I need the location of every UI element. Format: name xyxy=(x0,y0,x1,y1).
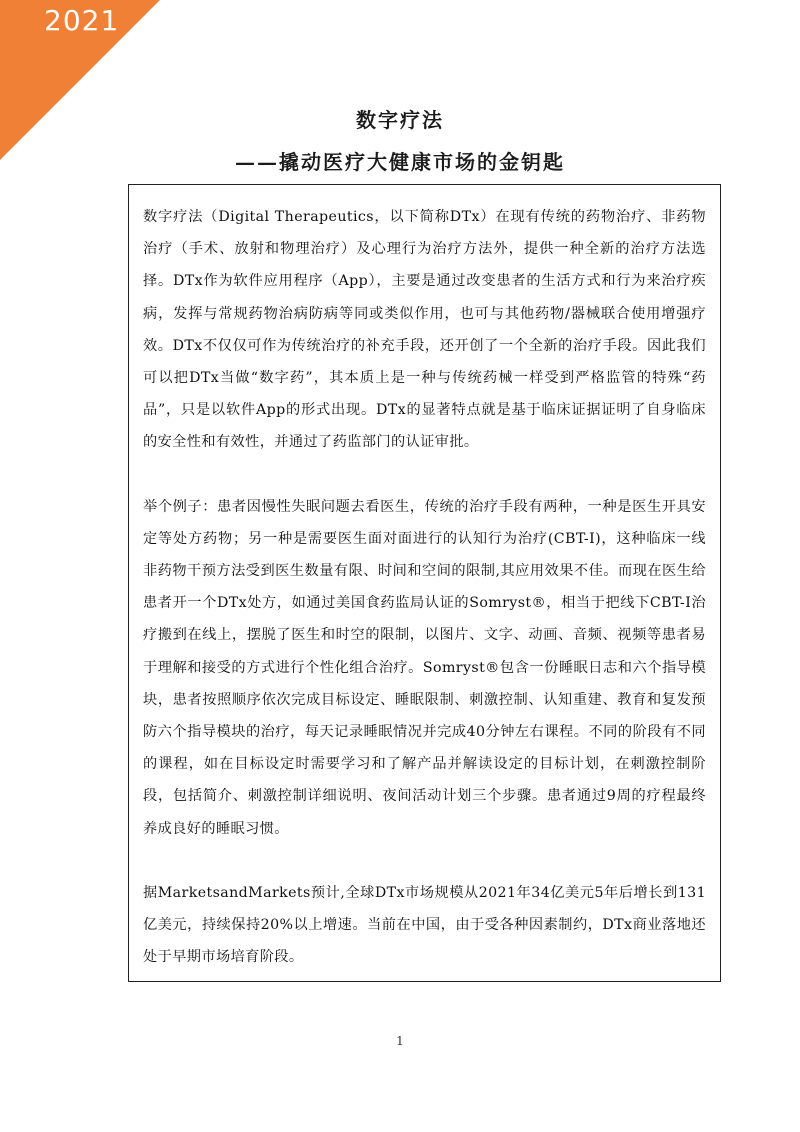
document-subtitle: ——撬动医疗大健康市场的金钥匙 xyxy=(235,150,565,174)
document-title: 数字疗法 xyxy=(356,108,444,132)
paragraph-market: 据MarketsandMarkets预计,全球DTx市场规模从2021年34亿美元5年后增长到131亿美元，持续保持20%以上增速。当前在中国，由于受各种因素制约，DTx商业落地还处于早期市场培育阶段。 xyxy=(143,884,706,966)
corner-banner xyxy=(0,0,160,160)
paragraph-example: 举个例子：患者因慢性失眠问题去看医生，传统的治疗手段有两种，一种是医生开具安定等处方药物；另一种是需要医生面对面进行的认知行为治疗(CBT-I)，这种临床一线非药物干预方法受到医生数量有限、时间和空间的限制,其应用效果不佳。而现在医生给患者开一个DTx处方，如通过美国食药监局认证的Somryst®，相当于把线下CBT-I治疗搬到在线上，摆脱了医生和时空的限制，以图片、文字、动画、音频、视频等患者易于理解和接受的方式进行个性化组合治疗。Somryst®包含一份睡眠日志和六个指导模块，患者按照顺序依次完成目标设定、睡眠限制、刺激控制、认知重建、教育和复发预防六个指导模块的治疗，每天记录睡眠情况并完成40分钟左右课程。不同的阶段有不同的课程，如在目标设定时需要学习和了解产品并解读设定的目标计划，在刺激控制阶段，包括简介、刺激控制详细说明、夜间活动计划三个步骤。患者通过9周的疗程最终养成良好的睡眠习惯。 xyxy=(143,498,706,837)
paragraph-definition: 数字疗法（Digital Therapeutics，以下简称DTx）在现有传统的药物治疗、非药物治疗（手术、放射和物理治疗）及心理行为治疗方法外，提供一种全新的治疗方法选择。DTx作为软件应用程序（App），主要是通过改变患者的生活方式和行为来治疗疾病，发挥与常规药物治病防病等同或类似作用，也可与其他药物/器械联合使用增强疗效。DTx不仅仅可作为传统治疗的补充手段，还开创了一个全新的治疗手段。因此我们可以把DTx当做“数字药”，其本质上是一种与传统药械一样受到严格监管的特殊“药品”，只是以软件App的形式出现。DTx的显著特点就是基于临床证据证明了自身临床的安全性和有效性，并通过了药监部门的认证审批。 xyxy=(143,209,706,451)
content-box xyxy=(128,184,721,982)
year-label: 2021 xyxy=(44,4,120,37)
page-number: 1 xyxy=(396,1034,404,1048)
